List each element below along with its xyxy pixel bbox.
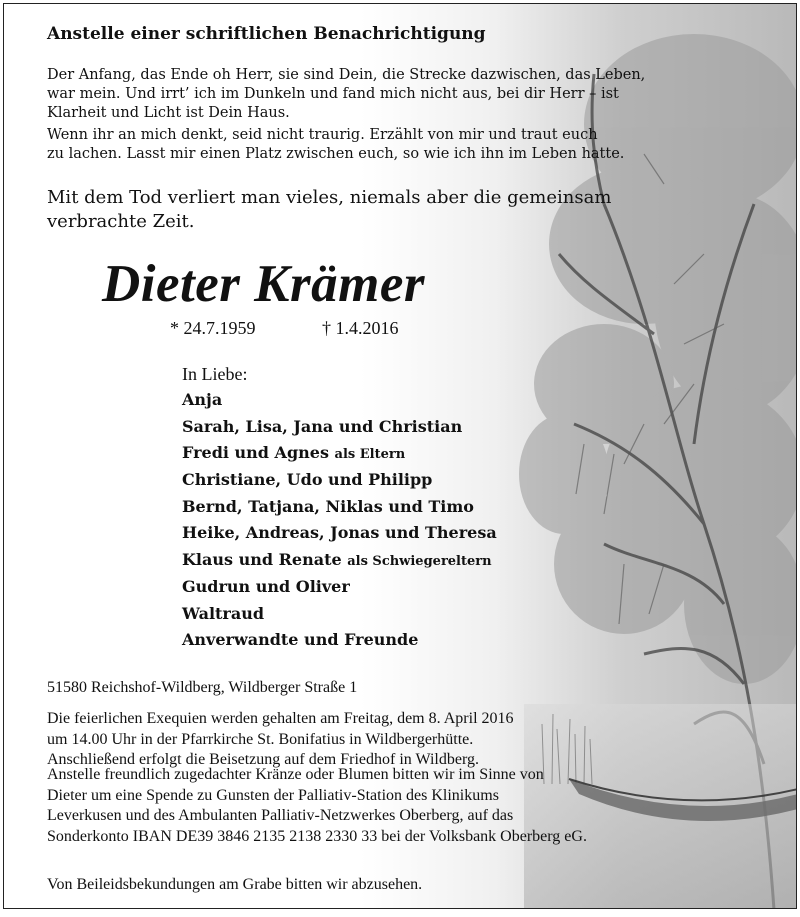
wish-line: Wenn ihr an mich denkt, seid nicht traurig. Erzählt von mir und traut euch xyxy=(47,127,598,143)
poem-paragraph xyxy=(47,66,645,123)
mourner-names: Sarah, Lisa, Jana und Christian xyxy=(182,416,463,436)
mourner-entry xyxy=(182,414,497,441)
donation-line: Sonderkonto IBAN DE39 3846 2135 2138 2330 33 bei der Volksbank Oberberg eG. xyxy=(47,827,587,845)
deceased-name: Dieter Krämer xyxy=(102,255,425,313)
mourners-list xyxy=(182,362,497,654)
mourner-entry xyxy=(182,387,497,414)
donation-request xyxy=(47,765,587,847)
mourner-names: Gudrun und Oliver xyxy=(182,576,350,596)
mourner-names: Klaus und Renate xyxy=(182,550,342,570)
quote-line: Mit dem Tod verliert man vieles, niemals aber die gemeinsam xyxy=(47,187,612,208)
notice-heading: Anstelle einer schriftlichen Benachrichtigung xyxy=(47,24,486,44)
funeral-line: Anschließend erfolgt die Beisetzung auf dem Friedhof in Wildberg. xyxy=(47,751,479,768)
mourners-intro: In Liebe: xyxy=(182,364,248,384)
mourner-entry xyxy=(182,520,497,547)
notice-content xyxy=(4,4,797,909)
mourner-names: Anverwandte und Freunde xyxy=(182,630,419,650)
poem-line: Klarheit und Licht ist Dein Haus. xyxy=(47,105,290,121)
funeral-details xyxy=(47,709,514,771)
family-address: 51580 Reichshof-Wildberg, Wildberger Straße 1 xyxy=(47,679,358,696)
mourner-names: Bernd, Tatjana, Niklas und Timo xyxy=(182,496,474,516)
poem-line: war mein. Und irrt’ ich im Dunkeln und fand mich nicht aus, bei dir Herr – ist xyxy=(47,86,619,102)
obituary-notice xyxy=(3,3,797,909)
donation-line: Dieter um eine Spende zu Gunsten der Palliativ-Station des Klinikums xyxy=(47,786,499,804)
donation-line: Anstelle freundlich zugedachter Kränze oder Blumen bitten wir im Sinne von xyxy=(47,766,544,783)
mourner-entry xyxy=(182,467,497,494)
mourner-names: Heike, Andreas, Jonas und Theresa xyxy=(182,523,497,543)
mourner-names: Waltraud xyxy=(182,603,265,623)
mourner-entry xyxy=(182,601,497,628)
mourner-names: Christiane, Udo und Philipp xyxy=(182,470,433,490)
memorial-quote xyxy=(47,186,611,234)
donation-line: Leverkusen und des Ambulanten Palliativ-Netzwerkes Oberberg, auf das xyxy=(47,807,514,824)
mourner-role: als Eltern xyxy=(334,447,406,463)
mourner-role: als Schwiegereltern xyxy=(347,554,492,570)
mourner-entry xyxy=(182,574,497,601)
mourner-entry xyxy=(182,494,497,521)
birth-date: * 24.7.1959 xyxy=(170,318,256,338)
mourner-entry xyxy=(182,627,497,654)
funeral-line: Die feierlichen Exequien werden gehalten am Freitag, dem 8. April 2016 xyxy=(47,710,514,727)
funeral-line: um 14.00 Uhr in der Pfarrkirche St. Bonifatius in Wildbergerhütte. xyxy=(47,730,474,748)
wish-paragraph xyxy=(47,126,624,164)
death-date: † 1.4.2016 xyxy=(322,318,399,338)
mourner-entry xyxy=(182,440,497,467)
poem-line: Der Anfang, das Ende oh Herr, sie sind Dein, die Strecke dazwischen, das Leben, xyxy=(47,67,646,83)
mourner-names: Anja xyxy=(182,390,223,409)
wish-line: zu lachen. Lasst mir einen Platz zwischen euch, so wie ich ihn im Leben hatte. xyxy=(47,146,625,162)
closing-note: Von Beileidsbekundungen am Grabe bitten wir abzusehen. xyxy=(47,876,423,893)
mourner-names: Fredi und Agnes xyxy=(182,443,329,463)
mourner-entry xyxy=(182,547,497,574)
quote-line: verbrachte Zeit. xyxy=(47,211,195,232)
